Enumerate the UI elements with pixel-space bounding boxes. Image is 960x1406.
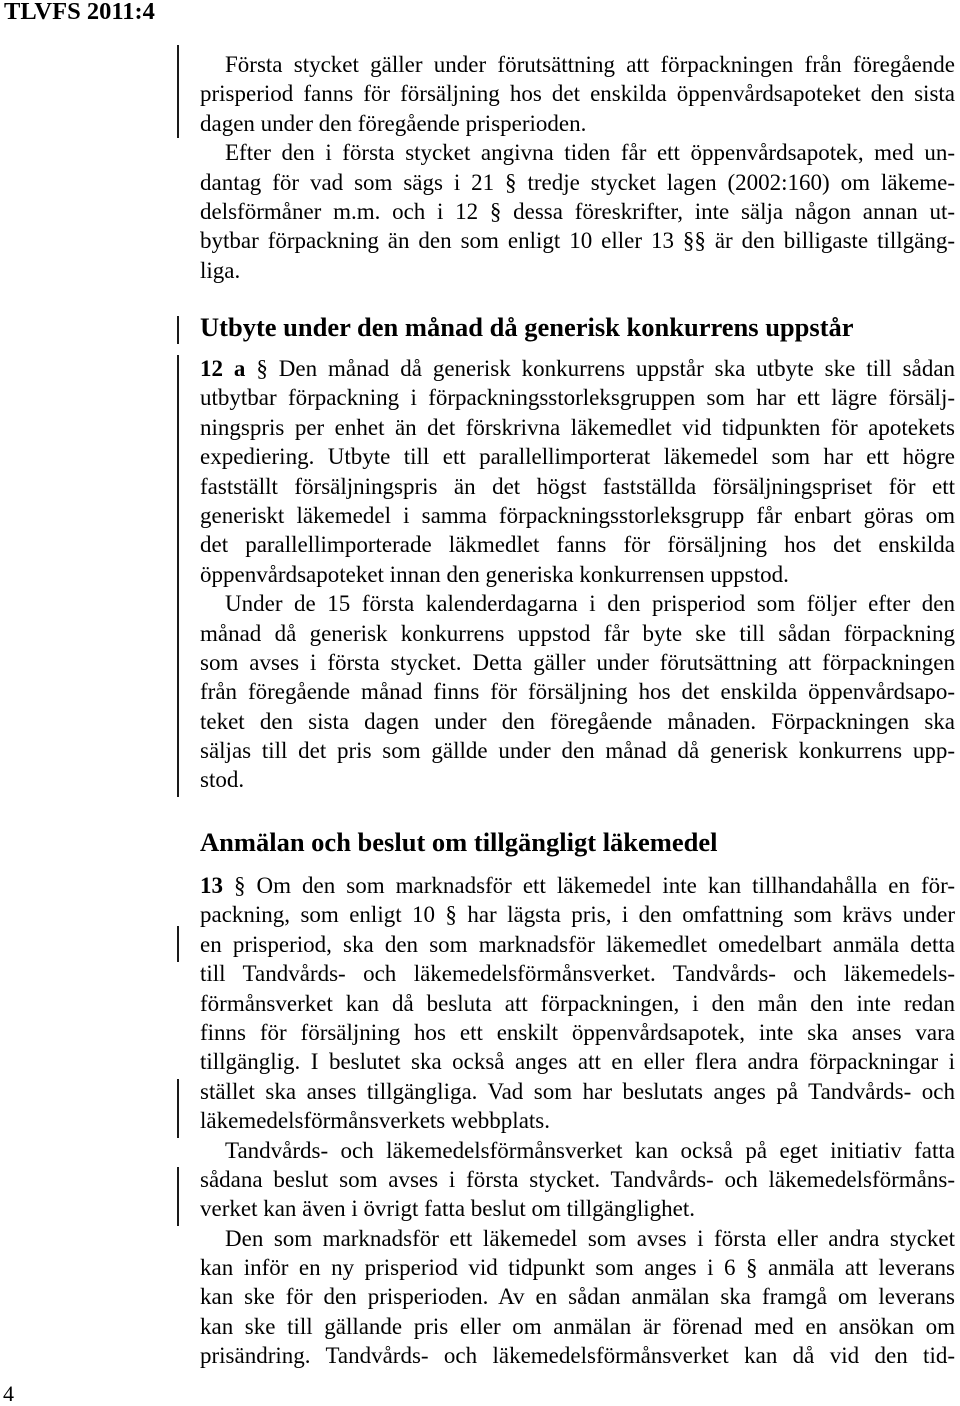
change-bar <box>177 355 179 797</box>
text-line <box>200 871 955 900</box>
intro-text <box>200 50 955 285</box>
text-line: dagen under den föregående prisperioden. <box>200 110 587 136</box>
text-line: stod. <box>200 767 245 793</box>
text-line: från föregående månad finns för försäljning hos det enskilda öppenvårdsapo- <box>200 679 955 705</box>
text-line: bytbar förpackning än den som enligt 10 eller 13 §§ är den billigaste tillgäng- <box>200 228 955 254</box>
text-line: generiskt läkemedel i samma förpackningsstorleksgrupp får enbart göras om <box>200 502 955 528</box>
paragraph <box>200 138 955 285</box>
text-line: som avses i första stycket. Detta gäller under förutsättning att förpackningen <box>200 649 955 675</box>
paragraph <box>200 1224 955 1371</box>
section-number: 13 <box>200 873 223 898</box>
page-number: 4 <box>3 1381 14 1406</box>
text-line: fastställt försäljningspris än det högst fastställda försäljningspriset för ett <box>200 473 955 499</box>
text-line: kan ske för den prisperioden. Av en sådan anmälan ska framgå om leverans <box>200 1284 955 1310</box>
paragraph <box>200 871 955 1136</box>
change-bar <box>177 1167 179 1226</box>
paragraph <box>200 50 955 138</box>
text-line: sådana beslut som avses i första stycket. Tandvårds- och läkemedelsförmåns- <box>200 1166 955 1192</box>
text-line: Under de 15 första kalenderdagarna i den prisperiod som följer efter den <box>225 591 955 617</box>
section-heading: Anmälan och beslut om tillgängligt läkemedel <box>200 827 718 857</box>
change-bar <box>177 1079 179 1138</box>
text-line <box>200 354 955 383</box>
text-line: det parallellimporterade läkmedlet fanns för försäljning hos det enskilda <box>200 532 955 558</box>
section-number: 12 a <box>200 356 246 381</box>
paragraph <box>200 589 955 795</box>
text-line: teket den sista dagen under den föregående månaden. Förpackningen ska <box>200 708 955 734</box>
document-id: TLVFS 2011:4 <box>4 0 155 25</box>
text-line: läkemedelsförmånsverkets webbplats. <box>200 1108 550 1134</box>
text-line: tillgänglig. I beslutet ska också anges att en eller flera andra förpackningar i <box>200 1049 955 1075</box>
text-line: förmånsverket kan då besluta att förpackningen, i den mån den inte redan <box>200 990 955 1016</box>
change-bar <box>177 926 179 962</box>
text-line: Efter den i första stycket angivna tiden får ett öppenvårdsapotek, med un- <box>225 140 955 166</box>
change-bar <box>177 316 179 344</box>
text-line-content: Om den som marknadsför ett läkemedel inte kan tillhandahålla en för- <box>256 873 955 898</box>
text-line: prisperiod fanns för försäljning hos det enskilda öppenvårdsapoteket den sista <box>200 81 955 107</box>
section-heading: Utbyte under den månad då generisk konkurrens uppstår <box>200 312 854 342</box>
text-line: till Tandvårds- och läkemedelsförmånsverket. Tandvårds- och läkemedels- <box>200 961 955 987</box>
text-line: delsförmåner m.m. och i 12 § dessa föreskrifter, inte sälja någon annan ut- <box>200 198 955 224</box>
text-line: öppenvårdsapoteket innan den generiska konkurrensen uppstod. <box>200 561 789 587</box>
section-body <box>200 871 955 1371</box>
text-line: månad då generisk konkurrens uppstod får byte ske till sådan förpackning <box>200 620 955 646</box>
text-line-content: Den månad då generisk konkurrens uppstår ska utbyte ske till sådan <box>278 356 955 381</box>
text-line: stället ska anses tillgängliga. Vad som har beslutats anges på Tandvårds- och <box>200 1078 955 1104</box>
text-line: liga. <box>200 257 241 283</box>
change-bar <box>177 45 179 138</box>
text-line: kan ske till gällande pris eller om anmälan är förenad med en ansökan om <box>200 1313 955 1339</box>
text-line: verket kan även i övrigt fatta beslut om tillgänglighet. <box>200 1196 696 1222</box>
paragraph <box>200 1136 955 1224</box>
text-line: packning, som enligt 10 § har lägsta pris, i den omfattning som krävs under <box>200 902 955 928</box>
text-line: säljas till det pris som gällde under den månad då generisk konkurrens upp- <box>200 738 955 764</box>
text-line: prisändring. Tandvårds- och läkemedelsförmånsverket kan då vid den tid- <box>200 1343 955 1369</box>
section-sign: § <box>256 356 268 381</box>
text-line: en prisperiod, ska den som marknadsför läkemedlet omedelbart anmäla detta <box>200 931 955 957</box>
text-line: Den som marknadsför ett läkemedel som avses i första eller andra stycket <box>225 1225 955 1251</box>
text-line: ningspris per enhet än det förskrivna läkemedlet vid tidpunkten för apotekets <box>200 414 955 440</box>
text-line: expediering. Utbyte till ett parallellimporterat läkemedel som har ett högre <box>200 444 955 470</box>
paragraph <box>200 354 955 589</box>
section-sign: § <box>234 873 246 898</box>
text-line: Första stycket gäller under förutsättning att förpackningen från föregående <box>225 52 955 77</box>
text-line: kan inför en ny prisperiod vid tidpunkt som anges i 6 § anmäla att leverans <box>200 1255 955 1281</box>
text-line: finns för försäljning hos ett enskilt öppenvårdsapotek, inte ska anses vara <box>200 1019 955 1045</box>
text-line: Tandvårds- och läkemedelsförmånsverket kan också på eget initiativ fatta <box>225 1137 955 1163</box>
text-line: dantag för vad som sägs i 21 § tredje stycket lagen (2002:160) om läkeme- <box>200 169 955 195</box>
text-line: utbytbar förpackning i förpackningsstorleksgruppen som har ett lägre försälj- <box>200 385 955 411</box>
section-body <box>200 354 955 795</box>
